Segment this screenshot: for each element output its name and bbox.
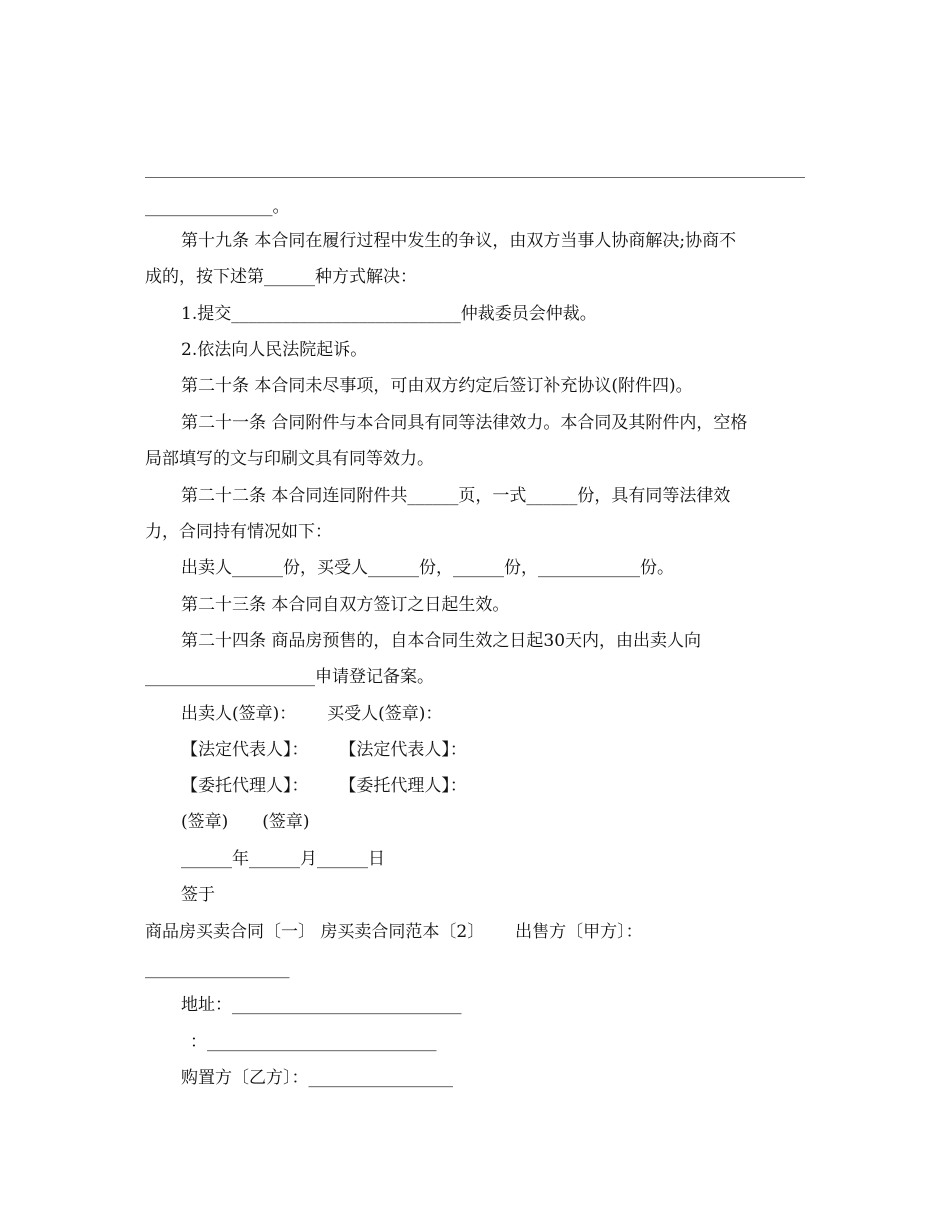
article-21-text: 第二十一条 合同附件与本合同具有同等法律效力。本合同及其附件内，空格 <box>181 413 748 433</box>
date-line: ______年______月______日 <box>181 849 385 869</box>
top-divider-line <box>145 177 805 178</box>
article-24-text-cont: ____________________申请登记备案。 <box>145 667 434 687</box>
article-20-text: 第二十条 本合同未尽事项，可由双方约定后签订补充协议(附件四)。 <box>181 376 693 396</box>
copies-distribution: 出卖人______份，买受人______份，______份，____________份。 <box>181 558 674 578</box>
buyer-line: 购置方〔乙方〕：_________________ <box>181 1068 453 1088</box>
article-22-text-cont: 力，合同持有情况如下： <box>145 522 332 542</box>
signature-parties: 出卖人(签章)： 买受人(签章)： <box>181 704 443 724</box>
phone-line: ：___________________________ <box>190 1032 437 1052</box>
option-arbitration: 1.提交___________________________仲裁委员会仲裁。 <box>181 304 597 324</box>
signed-at: 签于 <box>181 885 215 905</box>
article-21-text-cont: 局部填写的文与印刷文具有同等效力。 <box>145 449 434 469</box>
article-19-text: 第十九条 本合同在履行过程中发生的争议，由双方当事人协商解决;协商不 <box>181 231 737 251</box>
article-24-text: 第二十四条 商品房预售的，自本合同生效之日起30天内，由出卖人向 <box>181 631 702 651</box>
article-22-text: 第二十二条 本合同连同附件共______页，一式______份，具有同等法律效 <box>181 486 731 506</box>
article-23-text: 第二十三条 本合同自双方签订之日起生效。 <box>181 595 510 615</box>
option-court: 2.依法向人民法院起诉。 <box>181 340 368 360</box>
blank-line: _______________。 <box>145 197 290 217</box>
legal-representatives: 【法定代表人】： 【法定代表人】： <box>181 740 467 760</box>
authorized-agents: 【委托代理人】： 【委托代理人】： <box>181 776 467 796</box>
article-19-text-cont: 成的，按下述第______种方式解决： <box>145 267 417 287</box>
address-line: 地址：___________________________ <box>181 995 462 1015</box>
seal-labels: (签章) (签章) <box>181 812 310 832</box>
contract-title-line: 商品房买卖合同〔一〕 房买卖合同范本〔2〕 出售方〔甲方〕： <box>145 922 643 942</box>
seller-blank: _________________ <box>145 959 290 979</box>
